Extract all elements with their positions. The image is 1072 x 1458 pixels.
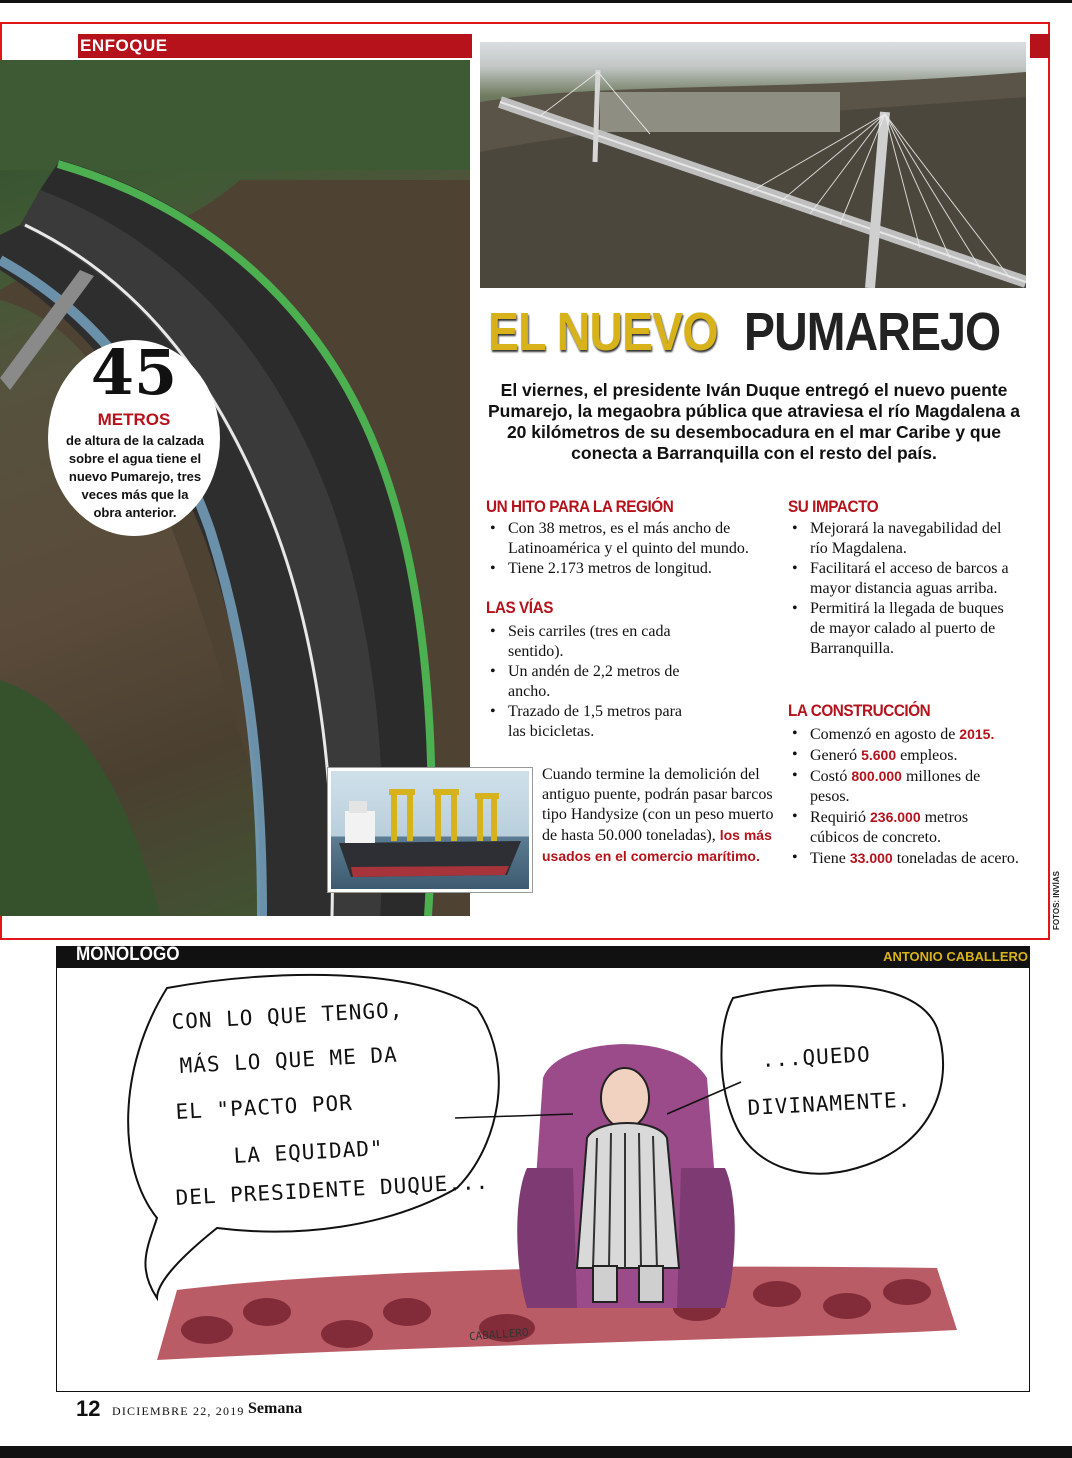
stat-unit: METROS — [97, 410, 171, 429]
cartoon-signature: CABALLERO — [468, 1325, 529, 1344]
list-item: • Mejorará la navegabilidad del río Magdalena. — [810, 519, 1020, 559]
cartoon-panel — [56, 968, 1030, 1392]
list-item: • Tiene 33.000 toneladas de acero. — [810, 848, 1020, 869]
list-item: • Permitirá la llegada de buques de mayor calado al puerto de Barranquilla. — [810, 599, 1020, 659]
bridge-aerial-photo — [478, 40, 1028, 290]
page-top-rule — [0, 0, 1072, 3]
stat-description: de altura de la calzada sobre el agua tiene el nuevo Pumarejo, tres veces más que la obra anterior. — [66, 433, 205, 520]
speech-line: DIVINAMENTE. — [747, 1087, 912, 1120]
heading-vias: LAS VÍAS — [486, 598, 553, 617]
highlight-value: 236.000 — [870, 809, 921, 825]
list-vias — [486, 622, 686, 742]
bridge-illustration — [480, 42, 1026, 288]
list-item: • Requirió 236.000 metros cúbicos de concreto. — [810, 807, 1020, 848]
heading-impacto: SU IMPACTO — [788, 497, 879, 516]
issue-date: DICIEMBRE 22, 2019 — [112, 1404, 245, 1418]
headline-part-2: PUMAREJO — [744, 302, 1001, 362]
highlight-value: 33.000 — [849, 850, 893, 866]
ship-caption: Cuando termine la demolición del antiguo puente, podrán pasar barcos tipo Handysize (con un peso muerto de hasta 50.000 toneladas), los más usados en el comercio marítimo. — [542, 766, 774, 864]
section-tag: ENFOQUE — [80, 36, 168, 55]
ship-caption-highlight: los más usados en el comercio marítimo. — [542, 827, 772, 864]
highlight-value: 2015. — [959, 726, 995, 742]
list-construccion — [788, 724, 1020, 869]
speech-line: EL "PACTO POR — [175, 1090, 354, 1124]
list-item: • Generó 5.600 empleos. — [810, 745, 1020, 766]
ship-illustration — [331, 771, 529, 889]
stat-number: 45 — [90, 336, 178, 409]
speech-line: CON LO QUE TENGO, — [171, 997, 404, 1034]
list-item: • Tiene 2.173 metros de longitud. — [508, 559, 786, 579]
list-item: • Un andén de 2,2 metros de ancho. — [508, 662, 686, 702]
list-item: • Comenzó en agosto de 2015. — [810, 724, 1020, 745]
cargo-ship-photo — [328, 768, 532, 892]
cartoon-section-tag: MONOLOGO — [76, 944, 180, 965]
page-bottom-bar — [0, 1446, 1072, 1458]
heading-construccion: LA CONSTRUCCIÓN — [788, 701, 931, 720]
list-item: • Seis carriles (tres en cada sentido). — [508, 622, 686, 662]
list-impacto — [788, 519, 1020, 659]
speech-line: DEL PRESIDENTE DUQUE... — [175, 1169, 490, 1210]
speech-line: ...QUEDO — [761, 1042, 872, 1072]
magazine-name: Semana — [248, 1400, 303, 1417]
heading-hito: UN HITO PARA LA REGIÓN — [486, 497, 674, 516]
cartoon-author: ANTONIO CABALLERO — [883, 949, 1028, 964]
page-number: 12 — [76, 1396, 101, 1421]
list-item: • Costó 800.000 millones de pesos. — [810, 766, 1020, 807]
section-tag-bar-end — [1030, 34, 1050, 58]
speech-line: LA EQUIDAD" — [233, 1136, 385, 1168]
list-item: • Con 38 metros, es el más ancho de Latinoamérica y el quinto del mundo. — [508, 519, 786, 559]
list-hito — [486, 519, 786, 579]
photo-credit: FOTOS: INVÍAS — [1052, 871, 1061, 930]
lead-paragraph: El viernes, el presidente Iván Duque entregó el nuevo puente Pumarejo, la megaobra pública que atraviesa el río Magdalena a 20 kilómetros de su desembocadura en el mar Caribe y que conecta a Barranquilla con el resto del país. — [488, 380, 1020, 463]
highlight-value: 5.600 — [861, 747, 897, 763]
speech-line: MÁS LO QUE ME DA — [179, 1042, 399, 1078]
highlight-value: 800.000 — [851, 768, 902, 784]
headline-part-1: EL NUEVO — [488, 302, 718, 362]
list-item: • Trazado de 1,5 metros para las bicicletas. — [508, 702, 686, 742]
list-item: • Facilitará el acceso de barcos a mayor distancia aguas arriba. — [810, 559, 1020, 599]
